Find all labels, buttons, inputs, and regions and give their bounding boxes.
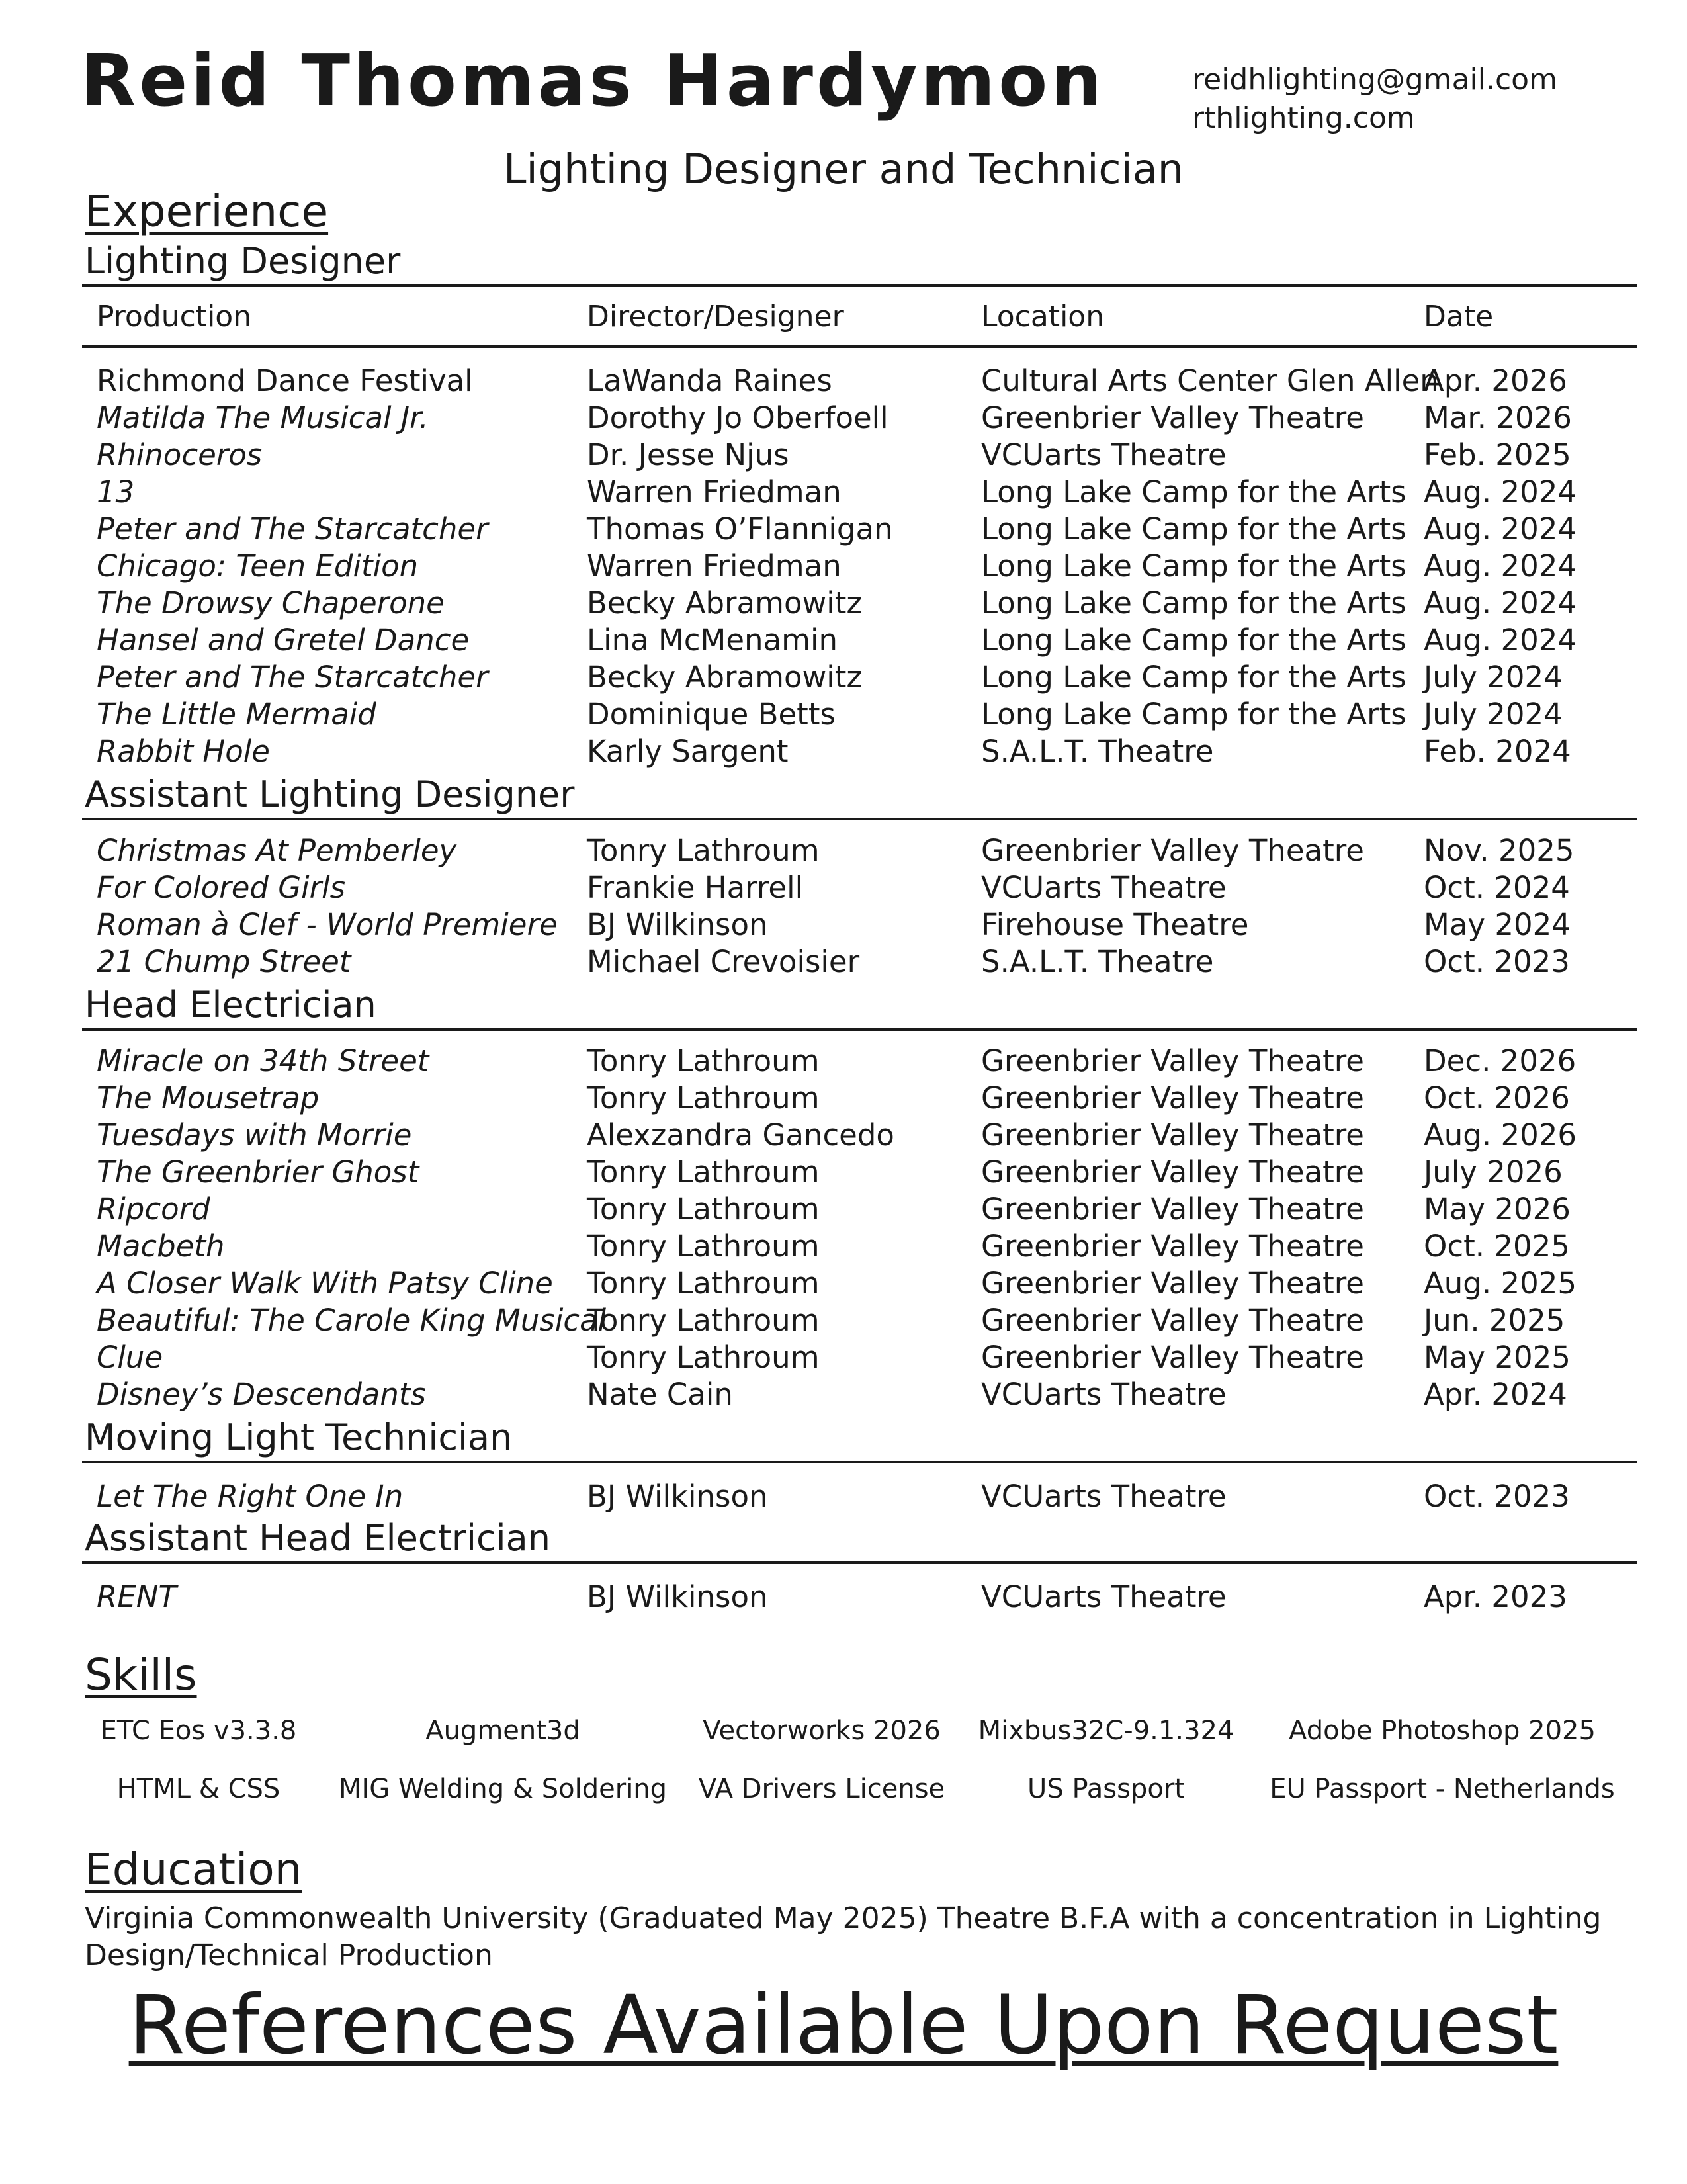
- production-date: Apr. 2024: [1424, 1377, 1567, 1412]
- director-name: Becky Abramowitz: [587, 660, 863, 695]
- skill-item: VA Drivers License: [698, 1774, 945, 1804]
- director-name: Tonry Lathroum: [587, 1229, 820, 1264]
- credit-row: [0, 1080, 1687, 1117]
- skill-item: Adobe Photoshop 2025: [1289, 1716, 1596, 1746]
- venue-location: Greenbrier Valley Theatre: [981, 1155, 1364, 1190]
- production-date: July 2024: [1424, 697, 1563, 732]
- production-title: Richmond Dance Festival: [97, 363, 473, 398]
- credit-row: [0, 1265, 1687, 1302]
- credit-row: [0, 832, 1687, 869]
- skills-row: [0, 1711, 1687, 1769]
- category-divider: [82, 818, 1637, 820]
- director-name: Frankie Harrell: [587, 870, 804, 905]
- production-title: Clue: [97, 1340, 163, 1375]
- venue-location: VCUarts Theatre: [981, 1479, 1227, 1514]
- credit-row: [0, 1154, 1687, 1191]
- production-date: Oct. 2025: [1424, 1229, 1570, 1264]
- venue-location: S.A.L.T. Theatre: [981, 944, 1214, 979]
- director-name: Tonry Lathroum: [587, 1155, 820, 1190]
- director-name: Dr. Jesse Njus: [587, 437, 789, 472]
- credit-row: [0, 1043, 1687, 1080]
- column-header-date: Date: [1424, 300, 1494, 333]
- director-name: BJ Wilkinson: [587, 1579, 768, 1614]
- column-header-production: Production: [97, 300, 252, 333]
- production-title: Let The Right One In: [97, 1479, 404, 1514]
- venue-location: Greenbrier Valley Theatre: [981, 1192, 1364, 1227]
- director-name: Dominique Betts: [587, 697, 836, 732]
- production-title: For Colored Girls: [97, 870, 346, 905]
- column-header-director: Director/Designer: [587, 300, 844, 333]
- production-date: Aug. 2024: [1424, 511, 1577, 546]
- skills-row: [0, 1769, 1687, 1827]
- production-date: Mar. 2026: [1424, 400, 1572, 435]
- director-name: Lina McMenamin: [587, 623, 838, 658]
- production-title: RENT: [97, 1579, 177, 1614]
- applicant-name: Reid Thomas Hardymon: [81, 40, 1105, 122]
- credits-list: [0, 363, 1687, 770]
- production-date: Oct. 2023: [1424, 944, 1570, 979]
- column-header-location: Location: [981, 300, 1105, 333]
- production-date: Aug. 2026: [1424, 1117, 1577, 1153]
- venue-location: Long Lake Camp for the Arts: [981, 660, 1406, 695]
- credit-row: [0, 1228, 1687, 1265]
- production-title: Christmas At Pemberley: [97, 833, 457, 868]
- director-name: Dorothy Jo Oberfoell: [587, 400, 888, 435]
- director-name: Warren Friedman: [587, 474, 842, 509]
- production-title: Beautiful: The Carole King Musical: [97, 1303, 607, 1338]
- production-date: July 2024: [1424, 660, 1563, 695]
- category-divider: [82, 1028, 1637, 1031]
- venue-location: Greenbrier Valley Theatre: [981, 1266, 1364, 1301]
- website-url: rthlighting.com: [1192, 101, 1415, 135]
- director-name: BJ Wilkinson: [587, 907, 768, 942]
- venue-location: Greenbrier Valley Theatre: [981, 833, 1364, 868]
- venue-location: Greenbrier Valley Theatre: [981, 1340, 1364, 1375]
- production-title: Roman à Clef - World Premiere: [97, 907, 558, 942]
- category-title-head-electrician: Head Electrician: [85, 984, 376, 1026]
- credit-row: [0, 363, 1687, 400]
- director-name: Nate Cain: [587, 1377, 733, 1412]
- venue-location: Long Lake Camp for the Arts: [981, 474, 1406, 509]
- skill-item: HTML & CSS: [116, 1774, 281, 1804]
- venue-location: Firehouse Theatre: [981, 907, 1249, 942]
- production-date: Apr. 2023: [1424, 1579, 1567, 1614]
- production-title: A Closer Walk With Patsy Cline: [97, 1266, 553, 1301]
- production-date: Apr. 2026: [1424, 363, 1567, 398]
- credits-list: [0, 1579, 1687, 1616]
- director-name: Tonry Lathroum: [587, 1303, 820, 1338]
- category-divider: [82, 1561, 1637, 1564]
- production-title: Hansel and Gretel Dance: [97, 623, 470, 658]
- production-title: Miracle on 34th Street: [97, 1043, 429, 1078]
- director-name: LaWanda Raines: [587, 363, 832, 398]
- production-date: May 2026: [1424, 1192, 1571, 1227]
- category-title-moving-light-technician: Moving Light Technician: [85, 1417, 513, 1458]
- credit-row: [0, 943, 1687, 981]
- venue-location: S.A.L.T. Theatre: [981, 734, 1214, 769]
- production-date: Nov. 2025: [1424, 833, 1575, 868]
- production-title: Disney’s Descendants: [97, 1377, 426, 1412]
- credits-list: [0, 1043, 1687, 1413]
- production-title: Tuesdays with Morrie: [97, 1117, 412, 1153]
- production-title: Macbeth: [97, 1229, 225, 1264]
- credit-row: [0, 437, 1687, 474]
- director-name: Tonry Lathroum: [587, 1080, 820, 1115]
- category-divider: [82, 1461, 1637, 1463]
- skill-item: Mixbus32C-9.1.324: [978, 1716, 1234, 1746]
- credit-row: [0, 906, 1687, 943]
- skill-item: EU Passport - Netherlands: [1270, 1774, 1615, 1804]
- category-title-assistant-head-electrician: Assistant Head Electrician: [85, 1517, 550, 1559]
- production-title: The Drowsy Chaperone: [97, 586, 445, 621]
- production-title: Rabbit Hole: [97, 734, 270, 769]
- director-name: Tonry Lathroum: [587, 1266, 820, 1301]
- director-name: Warren Friedman: [587, 548, 842, 584]
- venue-location: Greenbrier Valley Theatre: [981, 1303, 1364, 1338]
- job-subtitle: Lighting Designer and Technician: [503, 145, 1184, 193]
- venue-location: VCUarts Theatre: [981, 1377, 1227, 1412]
- venue-location: Greenbrier Valley Theatre: [981, 1229, 1364, 1264]
- credits-column-headers: [0, 294, 1687, 340]
- credit-row: [0, 1191, 1687, 1228]
- director-name: Thomas O’Flannigan: [587, 511, 893, 546]
- category-title-lighting-designer: Lighting Designer: [85, 240, 401, 282]
- references-note: References Available Upon Request: [128, 1978, 1559, 2072]
- production-date: Aug. 2025: [1424, 1266, 1577, 1301]
- venue-location: Greenbrier Valley Theatre: [981, 1080, 1364, 1115]
- venue-location: Long Lake Camp for the Arts: [981, 511, 1406, 546]
- skill-item: US Passport: [1027, 1774, 1185, 1804]
- venue-location: VCUarts Theatre: [981, 1579, 1227, 1614]
- production-date: Aug. 2024: [1424, 586, 1577, 621]
- venue-location: Greenbrier Valley Theatre: [981, 1117, 1364, 1153]
- credit-row: [0, 1579, 1687, 1616]
- production-date: May 2025: [1424, 1340, 1571, 1375]
- skill-item: MIG Welding & Soldering: [338, 1774, 668, 1804]
- contact-info: [1192, 61, 1557, 138]
- director-name: Becky Abramowitz: [587, 586, 863, 621]
- credit-row: [0, 1478, 1687, 1515]
- skill-item: Vectorworks 2026: [703, 1716, 941, 1746]
- credit-row: [0, 511, 1687, 548]
- skill-item: Augment3d: [425, 1716, 580, 1746]
- skills-section-title: Skills: [85, 1649, 197, 1700]
- email-address: reidhlighting@gmail.com: [1192, 63, 1557, 97]
- director-name: Alexzandra Gancedo: [587, 1117, 894, 1153]
- director-name: Michael Crevoisier: [587, 944, 860, 979]
- credits-list: [0, 832, 1687, 981]
- production-title: 21 Chump Street: [97, 944, 351, 979]
- credit-row: [0, 548, 1687, 585]
- production-title: Ripcord: [97, 1192, 210, 1227]
- column-header-divider: [82, 345, 1637, 348]
- production-date: Feb. 2024: [1424, 734, 1571, 769]
- credit-row: [0, 1117, 1687, 1154]
- production-title: The Greenbrier Ghost: [97, 1155, 419, 1190]
- experience-section-title: Experience: [85, 186, 329, 237]
- production-title: Matilda The Musical Jr.: [97, 400, 429, 435]
- production-date: Oct. 2023: [1424, 1479, 1570, 1514]
- director-name: Tonry Lathroum: [587, 1192, 820, 1227]
- credit-row: [0, 474, 1687, 511]
- production-title: Peter and The Starcatcher: [97, 660, 488, 695]
- production-date: Oct. 2026: [1424, 1080, 1570, 1115]
- production-title: Rhinoceros: [97, 437, 263, 472]
- skill-item: ETC Eos v3.3.8: [100, 1716, 297, 1746]
- education-details: Virginia Commonwealth University (Graduated May 2025) Theatre B.F.A with a concentration in Lighting Design/Technical Production: [85, 1901, 1602, 1972]
- director-name: Karly Sargent: [587, 734, 789, 769]
- production-title: The Little Mermaid: [97, 697, 376, 732]
- production-date: Aug. 2024: [1424, 623, 1577, 658]
- production-date: May 2024: [1424, 907, 1571, 942]
- credit-row: [0, 585, 1687, 622]
- credit-row: [0, 869, 1687, 906]
- education-section-title: Education: [85, 1844, 302, 1895]
- production-date: July 2026: [1424, 1155, 1563, 1190]
- credit-row: [0, 1302, 1687, 1339]
- director-name: Tonry Lathroum: [587, 1043, 820, 1078]
- production-date: Aug. 2024: [1424, 548, 1577, 584]
- production-date: Aug. 2024: [1424, 474, 1577, 509]
- production-title: The Mousetrap: [97, 1080, 320, 1115]
- category-title-assistant-lighting-designer: Assistant Lighting Designer: [85, 773, 575, 815]
- venue-location: Greenbrier Valley Theatre: [981, 1043, 1364, 1078]
- venue-location: VCUarts Theatre: [981, 870, 1227, 905]
- production-date: Oct. 2024: [1424, 870, 1570, 905]
- director-name: Tonry Lathroum: [587, 1340, 820, 1375]
- credit-row: [0, 622, 1687, 659]
- production-title: 13: [97, 474, 135, 509]
- production-date: Feb. 2025: [1424, 437, 1571, 472]
- production-date: Dec. 2026: [1424, 1043, 1577, 1078]
- director-name: BJ Wilkinson: [587, 1479, 768, 1514]
- category-divider: [82, 284, 1637, 287]
- venue-location: Greenbrier Valley Theatre: [981, 400, 1364, 435]
- credit-row: [0, 696, 1687, 733]
- credits-list: [0, 1478, 1687, 1515]
- venue-location: Long Lake Camp for the Arts: [981, 586, 1406, 621]
- credit-row: [0, 733, 1687, 770]
- venue-location: VCUarts Theatre: [981, 437, 1227, 472]
- production-title: Peter and The Starcatcher: [97, 511, 488, 546]
- credit-row: [0, 659, 1687, 696]
- venue-location: Long Lake Camp for the Arts: [981, 697, 1406, 732]
- production-date: Jun. 2025: [1424, 1303, 1565, 1338]
- venue-location: Cultural Arts Center Glen Allen: [981, 363, 1439, 398]
- skills-grid: [0, 1711, 1687, 1827]
- venue-location: Long Lake Camp for the Arts: [981, 548, 1406, 584]
- production-title: Chicago: Teen Edition: [97, 548, 419, 584]
- director-name: Tonry Lathroum: [587, 833, 820, 868]
- credit-row: [0, 1339, 1687, 1376]
- credit-row: [0, 1376, 1687, 1413]
- venue-location: Long Lake Camp for the Arts: [981, 623, 1406, 658]
- credit-row: [0, 400, 1687, 437]
